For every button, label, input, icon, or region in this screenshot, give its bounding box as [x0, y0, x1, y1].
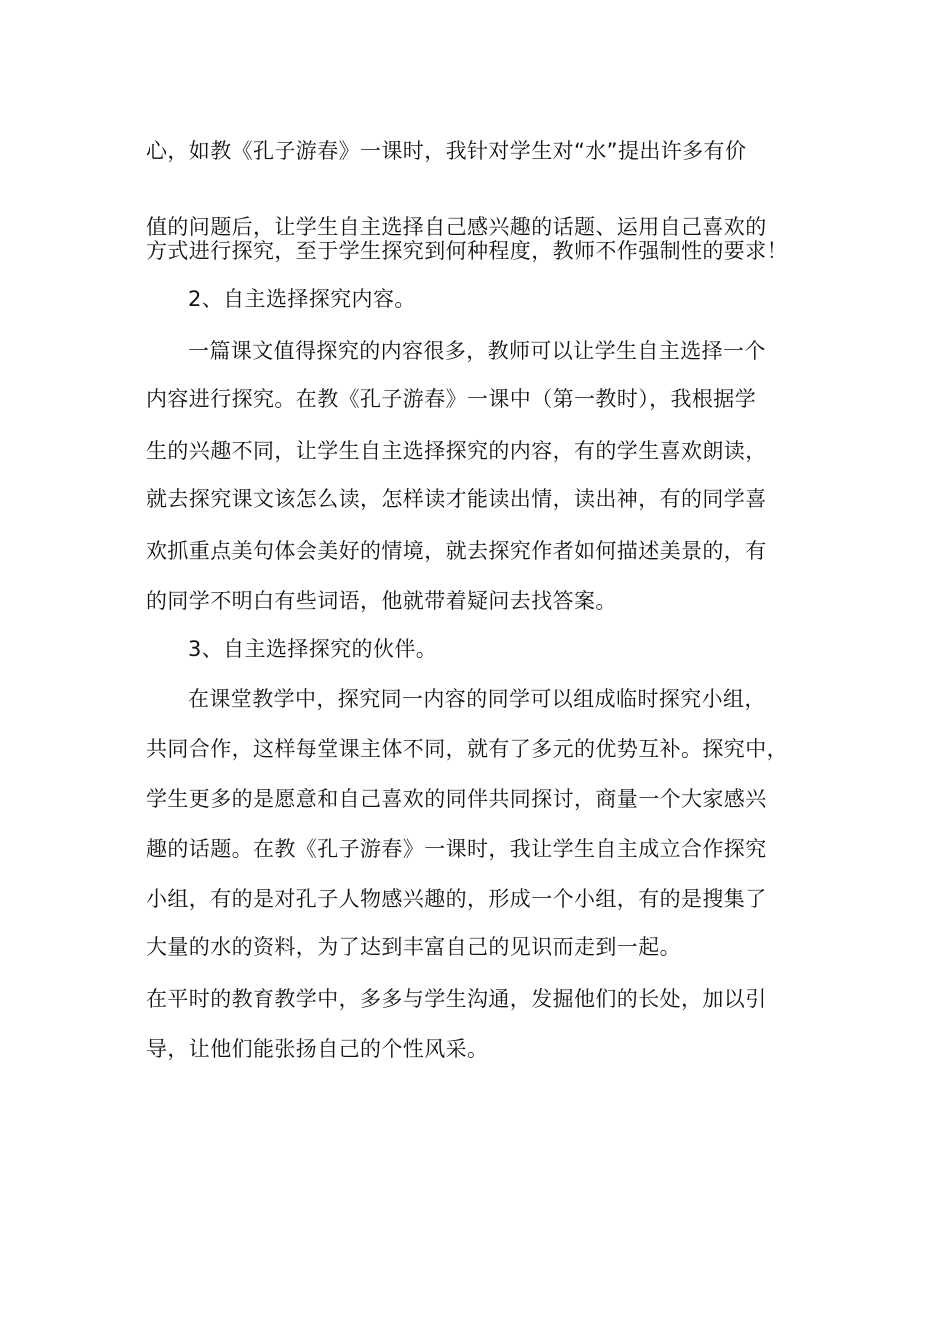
text-line: 导，让他们能张扬自己的个性风采。 [146, 1037, 489, 1061]
text-line: 一篇课文值得探究的内容很多，教师可以让学生自主选择一个 [188, 339, 766, 363]
section-heading: 3、自主选择探究的伙伴。 [188, 637, 438, 661]
text-line: 趣的话题。在教《孔子游春》一课时，我让学生自主成立合作探究 [146, 837, 767, 861]
text-line: 欢抓重点美句体会美好的情境，就去探究作者如何描述美景的，有 [146, 539, 767, 563]
text-line: 在平时的教育教学中，多多与学生沟通，发掘他们的长处，加以引 [146, 987, 767, 1011]
text-line: 在课堂教学中，探究同一内容的同学可以组成临时探究小组， [188, 687, 766, 711]
text-line: 小组，有的是对孔子人物感兴趣的，形成一个小组，有的是搜集了 [146, 887, 767, 911]
text-line: 就去探究课文该怎么读，怎样读才能读出情，读出神，有的同学喜 [146, 487, 767, 511]
section-heading: 2、自主选择探究内容。 [188, 287, 416, 311]
text-line: 共同合作，这样每堂课主体不同，就有了多元的优势互补。探究中， [146, 737, 788, 761]
text-line: 心，如教《孔子游春》一课时，我针对学生对“水”提出许多有价 [146, 139, 747, 163]
text-line: 值的问题后，让学生自主选择自己感兴趣的话题、运用自己喜欢的 [146, 215, 767, 239]
text-line: 学生更多的是愿意和自己喜欢的同伴共同探讨，商量一个大家感兴 [146, 787, 767, 811]
text-line: 的同学不明白有些词语，他就带着疑问去找答案。 [146, 589, 617, 613]
text-line: 生的兴趣不同，让学生自主选择探究的内容，有的学生喜欢朗读， [146, 439, 767, 463]
text-line: 方式进行探究，至于学生探究到何种程度，教师不作强制性的要求！ [146, 239, 788, 263]
text-line: 大量的水的资料，为了达到丰富自己的见识而走到一起。 [146, 935, 681, 959]
text-line: 内容进行探究。在教《孔子游春》一课中（第一教时），我根据学 [146, 387, 757, 411]
